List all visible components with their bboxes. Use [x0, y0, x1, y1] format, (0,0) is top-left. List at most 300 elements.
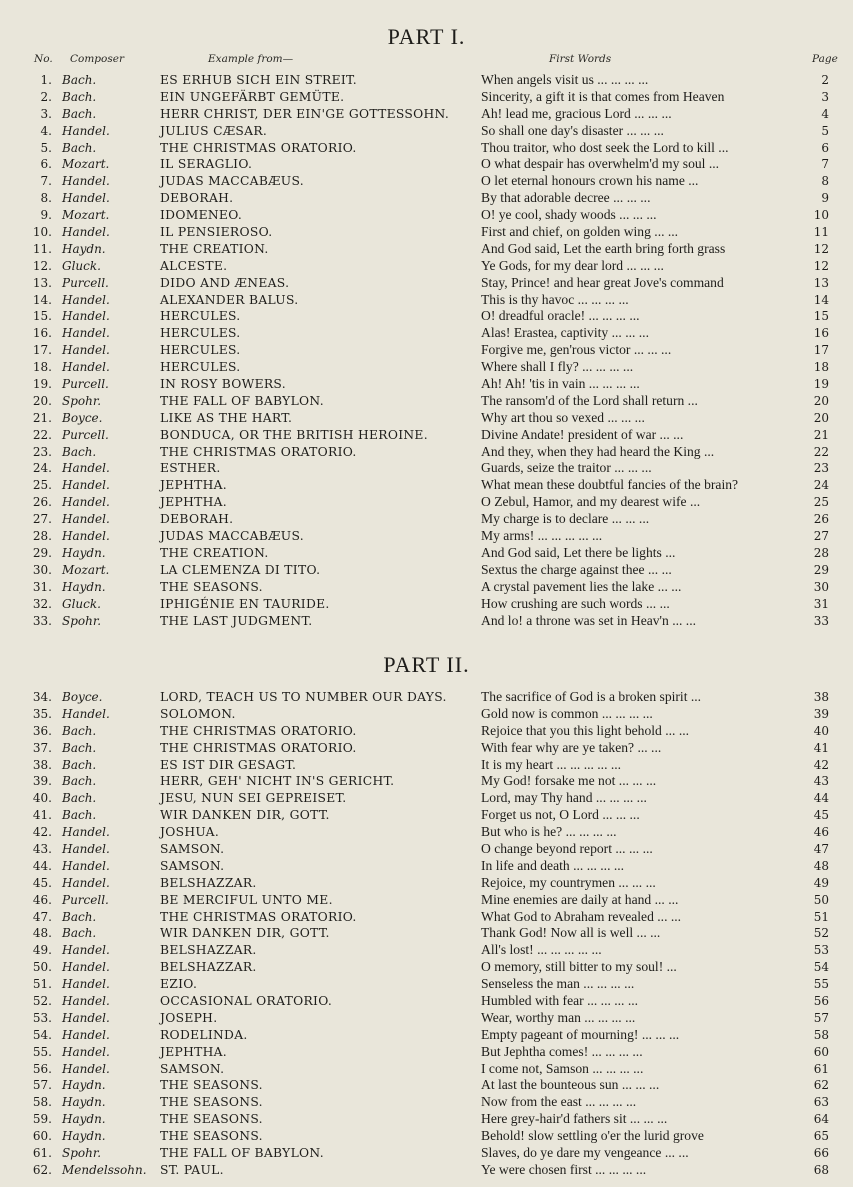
entry-number: 45. — [32, 875, 52, 890]
entry-number: 44. — [32, 858, 52, 873]
entry-composer: Handel. — [62, 875, 110, 890]
entry-number: 24. — [32, 461, 52, 476]
entry-page: 12 — [813, 258, 829, 273]
entry-page: 33 — [813, 613, 829, 628]
entry-page: 42 — [813, 757, 829, 772]
entry-number: 36. — [32, 723, 52, 738]
entry-composer: Mendelssohn. — [62, 1162, 147, 1177]
entry-composer: Handel. — [62, 225, 110, 240]
entry-work: THE CREATION. — [160, 545, 269, 560]
header-first-words: First Words — [549, 53, 612, 65]
entry-first-words: Forgive me, gen'rous victor ... ... ... — [481, 342, 672, 358]
entry-page: 65 — [813, 1129, 829, 1144]
entry-composer: Purcell. — [62, 427, 109, 442]
entry-page: 15 — [813, 309, 829, 324]
entry-page: 40 — [813, 723, 829, 738]
entry-composer: Handel. — [62, 123, 110, 138]
contents-entry — [0, 740, 853, 757]
entry-first-words: Alas! Erastea, captivity ... ... ... — [481, 325, 649, 341]
entry-composer: Purcell. — [62, 892, 109, 907]
part-two-title: PART II. — [383, 652, 470, 677]
entry-first-words: O change beyond report ... ... ... — [481, 841, 653, 857]
entry-number: 58. — [32, 1095, 52, 1110]
entry-work: IL SERAGLIO. — [160, 157, 253, 172]
entry-first-words: But who is he? ... ... ... ... — [481, 824, 617, 840]
entry-composer: Handel. — [62, 1044, 110, 1059]
part-one-list — [0, 72, 853, 629]
entry-page: 20 — [813, 393, 829, 408]
entry-first-words: What God to Abraham revealed ... ... — [481, 908, 682, 924]
entry-work: DEBORAH. — [160, 191, 234, 206]
entry-number: 3. — [40, 106, 52, 121]
entry-first-words: Forget us not, O Lord ... ... ... — [481, 807, 640, 823]
entry-number: 16. — [32, 326, 52, 341]
entry-first-words: Mine enemies are daily at hand ... ... — [481, 891, 679, 907]
entry-work: DIDO AND ÆNEAS. — [160, 275, 290, 290]
entry-work: ALCESTE. — [160, 258, 228, 273]
entry-work: JULIUS CÆSAR. — [160, 123, 268, 138]
entry-first-words: It is my heart ... ... ... ... ... — [481, 756, 622, 772]
entry-composer: Haydn. — [62, 1095, 106, 1110]
entry-first-words: Wear, worthy man ... ... ... ... — [481, 1009, 636, 1025]
entry-composer: Bach. — [62, 723, 97, 738]
entry-page: 23 — [813, 461, 829, 476]
contents-entry — [0, 511, 853, 528]
entry-number: 10. — [32, 225, 52, 240]
contents-entry — [0, 241, 853, 258]
contents-entry — [0, 790, 853, 807]
contents-entry — [0, 106, 853, 123]
entry-page: 50 — [813, 892, 829, 907]
entry-first-words: How crushing are such words ... ... — [481, 595, 670, 611]
entry-composer: Handel. — [62, 1027, 110, 1042]
contents-entry — [0, 1044, 853, 1061]
contents-entry — [0, 72, 853, 89]
entry-first-words: Senseless the man ... ... ... ... — [481, 976, 635, 992]
entry-number: 41. — [32, 808, 52, 823]
entry-first-words: The sacrifice of God is a broken spirit ... — [481, 689, 702, 704]
contents-entry — [0, 376, 853, 393]
entry-number: 53. — [32, 1010, 52, 1025]
entry-page: 30 — [813, 579, 829, 594]
entry-composer: Handel. — [62, 858, 110, 873]
entry-work: IN ROSY BOWERS. — [160, 377, 286, 392]
entry-work: THE SEASONS. — [160, 1129, 263, 1144]
entry-number: 52. — [32, 994, 52, 1009]
entry-first-words: Rejoice that you this light behold ... ... — [481, 722, 690, 738]
entry-first-words: Where shall I fly? ... ... ... ... — [481, 359, 634, 375]
entry-work: JESU, NUN SEI GEPREISET. — [160, 791, 347, 806]
entry-page: 29 — [813, 562, 829, 577]
entry-composer: Spohr. — [62, 613, 102, 628]
entry-number: 42. — [32, 825, 52, 840]
entry-page: 18 — [813, 360, 829, 375]
entry-composer: Handel. — [62, 994, 110, 1009]
entry-number: 60. — [32, 1129, 52, 1144]
entry-composer: Spohr. — [62, 393, 102, 408]
entry-page: 58 — [813, 1027, 829, 1042]
contents-entry — [0, 325, 853, 342]
entry-number: 43. — [32, 842, 52, 857]
contents-entry — [0, 562, 853, 579]
entry-number: 14. — [32, 292, 52, 307]
contents-entry — [0, 596, 853, 613]
contents-entry — [0, 824, 853, 841]
entry-first-words: Slaves, do ye dare my vengeance ... ... — [481, 1145, 689, 1161]
entry-page: 26 — [813, 512, 829, 527]
entry-work: HERCULES. — [160, 326, 241, 341]
entry-page: 57 — [813, 1010, 829, 1025]
entry-page: 52 — [813, 926, 829, 941]
contents-entry — [0, 342, 853, 359]
entry-first-words: First and chief, on golden wing ... ... — [481, 224, 679, 240]
entry-number: 9. — [40, 208, 52, 223]
entry-page: 17 — [813, 343, 829, 358]
entry-first-words: O let eternal honours crown his name ... — [481, 173, 699, 189]
contents-entry — [0, 224, 853, 241]
entry-work: THE SEASONS. — [160, 1112, 263, 1127]
entry-first-words: The ransom'd of the Lord shall return ... — [481, 392, 698, 408]
entry-work: THE CHRISTMAS ORATORIO. — [160, 723, 357, 738]
contents-entry — [0, 1128, 853, 1145]
entry-composer: Handel. — [62, 478, 110, 493]
entry-first-words: Ah! Ah! 'tis in vain ... ... ... ... — [481, 376, 640, 392]
entry-first-words: O what despair has overwhelm'd my soul ... — [481, 156, 720, 172]
entry-work: SAMSON. — [160, 842, 225, 857]
entry-page: 64 — [813, 1112, 829, 1127]
entry-composer: Handel. — [62, 943, 110, 958]
entry-page: 27 — [813, 529, 829, 544]
part-two-list — [0, 689, 853, 1179]
entry-work: LA CLEMENZA DI TITO. — [160, 562, 321, 577]
entry-page: 61 — [813, 1061, 829, 1076]
entry-first-words: Now from the east ... ... ... ... — [481, 1094, 637, 1110]
entry-page: 51 — [813, 909, 829, 924]
entry-number: 13. — [32, 275, 52, 290]
entry-composer: Handel. — [62, 960, 110, 975]
entry-first-words: And God said, Let there be lights ... — [481, 544, 676, 560]
entry-page: 48 — [813, 858, 829, 873]
entry-number: 15. — [32, 309, 52, 324]
entry-number: 55. — [32, 1044, 52, 1059]
entry-number: 40. — [32, 791, 52, 806]
part-one-title: PART I. — [387, 24, 466, 49]
entry-composer: Handel. — [62, 461, 110, 476]
entry-number: 50. — [32, 960, 52, 975]
entry-number: 61. — [32, 1146, 52, 1161]
contents-entry — [0, 976, 853, 993]
entry-first-words: I come not, Samson ... ... ... ... — [481, 1060, 644, 1076]
entry-composer: Mozart. — [62, 157, 110, 172]
contents-entry — [0, 723, 853, 740]
entry-first-words: Thank God! Now all is well ... ... — [481, 925, 661, 941]
entry-number: 12. — [32, 258, 52, 273]
contents-entry — [0, 140, 853, 157]
entry-work: SAMSON. — [160, 858, 225, 873]
contents-entry — [0, 173, 853, 190]
entry-composer: Handel. — [62, 842, 110, 857]
entry-first-words: All's lost! ... ... ... ... ... — [481, 942, 602, 958]
entry-number: 62. — [32, 1162, 52, 1177]
contents-entry — [0, 875, 853, 892]
contents-entry — [0, 993, 853, 1010]
entry-page: 22 — [813, 444, 829, 459]
entry-composer: Handel. — [62, 191, 110, 206]
entry-number: 33. — [32, 613, 52, 628]
contents-entry — [0, 410, 853, 427]
entry-composer: Bach. — [62, 909, 97, 924]
contents-entry — [0, 89, 853, 106]
contents-entry — [0, 190, 853, 207]
entry-first-words: O! ye cool, shady woods ... ... ... — [481, 207, 657, 223]
entry-page: 6 — [821, 140, 829, 155]
entry-work: IPHIGÉNIE EN TAURIDE. — [160, 596, 330, 611]
entry-number: 57. — [32, 1078, 52, 1093]
entry-composer: Bach. — [62, 757, 97, 772]
entry-work: EZIO. — [160, 977, 198, 992]
contents-entry — [0, 925, 853, 942]
entry-page: 12 — [813, 241, 829, 256]
entry-first-words: Stay, Prince! and hear great Jove's command — [481, 274, 724, 290]
entry-number: 19. — [32, 377, 52, 392]
contents-entry — [0, 477, 853, 494]
entry-composer: Bach. — [62, 140, 97, 155]
entry-number: 22. — [32, 427, 52, 442]
contents-entry — [0, 892, 853, 909]
entry-number: 56. — [32, 1061, 52, 1076]
entry-number: 54. — [32, 1027, 52, 1042]
entry-composer: Bach. — [62, 89, 97, 104]
entry-work: THE CHRISTMAS ORATORIO. — [160, 140, 357, 155]
entry-number: 35. — [32, 706, 52, 721]
entry-number: 26. — [32, 495, 52, 510]
entry-composer: Bach. — [62, 808, 97, 823]
entry-first-words: O Zebul, Hamor, and my dearest wife ... — [481, 494, 701, 510]
entry-work: JUDAS MACCABÆUS. — [160, 174, 304, 189]
entry-composer: Bach. — [62, 444, 97, 459]
entry-page: 63 — [813, 1095, 829, 1110]
contents-entry — [0, 1061, 853, 1078]
contents-entry — [0, 292, 853, 309]
entry-number: 8. — [40, 191, 52, 206]
entry-number: 47. — [32, 909, 52, 924]
entry-work: OCCASIONAL ORATORIO. — [160, 994, 333, 1009]
contents-entry — [0, 275, 853, 292]
entry-composer: Handel. — [62, 1010, 110, 1025]
entry-composer: Bach. — [62, 791, 97, 806]
entry-number: 21. — [32, 410, 52, 425]
entry-page: 25 — [813, 495, 829, 510]
entry-composer: Boyce. — [62, 690, 103, 704]
entry-page: 4 — [821, 106, 829, 121]
entry-page: 47 — [813, 842, 829, 857]
contents-entry — [0, 579, 853, 596]
entry-work: SAMSON. — [160, 1061, 225, 1076]
contents-entry — [0, 689, 853, 706]
contents-entry — [0, 1145, 853, 1162]
entry-work: ALEXANDER BALUS. — [160, 292, 299, 307]
entry-number: 27. — [32, 512, 52, 527]
entry-number: 51. — [32, 977, 52, 992]
entry-page: 45 — [813, 808, 829, 823]
entry-first-words: Humbled with fear ... ... ... ... — [481, 993, 639, 1009]
entry-page: 13 — [813, 275, 829, 290]
contents-entry — [0, 528, 853, 545]
entry-work: JUDAS MACCABÆUS. — [160, 529, 304, 544]
entry-number: 37. — [32, 740, 52, 755]
entry-number: 32. — [32, 596, 52, 611]
entry-number: 29. — [32, 545, 52, 560]
header-example: Example from— — [208, 53, 294, 65]
entry-first-words: Ye Gods, for my dear lord ... ... ... — [481, 257, 664, 273]
entry-work: WIR DANKEN DIR, GOTT. — [160, 808, 330, 823]
entry-number: 59. — [32, 1112, 52, 1127]
entry-first-words: Ah! lead me, gracious Lord ... ... ... — [481, 105, 672, 121]
entry-first-words: With fear why are ye taken? ... ... — [481, 739, 662, 755]
contents-entry — [0, 1077, 853, 1094]
contents-entry — [0, 959, 853, 976]
entry-composer: Handel. — [62, 1061, 110, 1076]
contents-entry — [0, 258, 853, 275]
entry-first-words: Here grey-hair'd fathers sit ... ... ... — [481, 1111, 668, 1127]
entry-page: 21 — [813, 427, 829, 442]
entry-composer: Bach. — [62, 740, 97, 755]
entry-work: HERCULES. — [160, 309, 241, 324]
entry-composer: Handel. — [62, 495, 110, 510]
entry-page: 46 — [813, 825, 829, 840]
contents-entry — [0, 545, 853, 562]
entry-work: THE SEASONS. — [160, 579, 263, 594]
entry-page: 39 — [813, 706, 829, 721]
entry-page: 43 — [813, 774, 829, 789]
entry-composer: Gluck. — [62, 258, 101, 273]
contents-entry — [0, 156, 853, 173]
entry-page: 5 — [821, 123, 829, 138]
entry-composer: Spohr. — [62, 1146, 102, 1161]
entry-first-words: Thou traitor, who dost seek the Lord to kill ... — [481, 139, 729, 155]
entry-composer: Handel. — [62, 174, 110, 189]
entry-number: 48. — [32, 926, 52, 941]
contents-entry — [0, 1094, 853, 1111]
entry-page: 3 — [821, 89, 829, 104]
entry-number: 7. — [40, 174, 52, 189]
entry-composer: Purcell. — [62, 377, 109, 392]
entry-work: JOSEPH. — [160, 1010, 218, 1025]
contents-entry — [0, 942, 853, 959]
entry-number: 34. — [32, 690, 52, 704]
contents-entry — [0, 427, 853, 444]
contents-entry — [0, 909, 853, 926]
entry-composer: Handel. — [62, 292, 110, 307]
entry-work: LIKE AS THE HART. — [160, 410, 293, 425]
entry-first-words: Sincerity, a gift it is that comes from Heaven — [481, 88, 725, 104]
entry-first-words: By that adorable decree ... ... ... — [481, 190, 651, 206]
contents-entry — [0, 494, 853, 511]
entry-work: SOLOMON. — [160, 706, 236, 721]
entry-work: IDOMENEO. — [160, 208, 243, 223]
entry-work: BELSHAZZAR. — [160, 960, 257, 975]
entry-work: ES ERHUB SICH EIN STREIT. — [160, 73, 357, 87]
entry-work: THE CHRISTMAS ORATORIO. — [160, 740, 357, 755]
entry-number: 6. — [40, 157, 52, 172]
entry-composer: Handel. — [62, 360, 110, 375]
contents-entry — [0, 613, 853, 630]
entry-number: 30. — [32, 562, 52, 577]
contents-entry — [0, 807, 853, 824]
entry-first-words: Behold! slow settling o'er the lurid grove — [481, 1128, 704, 1144]
entry-first-words: This is thy havoc ... ... ... ... — [481, 291, 629, 307]
entry-number: 38. — [32, 757, 52, 772]
entry-first-words: My arms! ... ... ... ... ... — [481, 528, 603, 544]
entry-page: 41 — [813, 740, 829, 755]
entry-number: 4. — [40, 123, 52, 138]
entry-composer: Handel. — [62, 309, 110, 324]
entry-page: 54 — [813, 960, 829, 975]
entry-composer: Bach. — [62, 106, 97, 121]
entry-composer: Handel. — [62, 529, 110, 544]
entry-page: 2 — [821, 73, 829, 87]
entry-number: 17. — [32, 343, 52, 358]
entry-work: THE FALL OF BABYLON. — [160, 1146, 324, 1161]
entry-composer: Haydn. — [62, 241, 106, 256]
entry-first-words: But Jephtha comes! ... ... ... ... — [481, 1043, 643, 1059]
entry-composer: Purcell. — [62, 275, 109, 290]
entry-work: HERCULES. — [160, 360, 241, 375]
entry-page: 49 — [813, 875, 829, 890]
contents-entry — [0, 460, 853, 477]
contents-entry — [0, 841, 853, 858]
entry-composer: Boyce. — [62, 410, 103, 425]
entry-number: 1. — [40, 73, 52, 87]
entry-composer: Handel. — [62, 326, 110, 341]
contents-entry — [0, 359, 853, 376]
header-composer: Composer — [70, 53, 124, 65]
entry-work: ESTHER. — [160, 461, 221, 476]
entry-first-words: Rejoice, my countrymen ... ... ... — [481, 874, 656, 890]
entry-first-words: Gold now is common ... ... ... ... — [481, 705, 653, 721]
entry-page: 38 — [813, 690, 829, 704]
entry-page: 14 — [813, 292, 829, 307]
contents-entry — [0, 1111, 853, 1128]
contents-entry — [0, 773, 853, 790]
entry-work: BELSHAZZAR. — [160, 943, 257, 958]
contents-entry — [0, 1010, 853, 1027]
entry-work: WIR DANKEN DIR, GOTT. — [160, 926, 330, 941]
entry-number: 25. — [32, 478, 52, 493]
entry-page: 7 — [821, 157, 829, 172]
entry-first-words: And lo! a throne was set in Heav'n ... ... — [481, 612, 696, 628]
entry-first-words: A crystal pavement lies the lake ... ... — [481, 578, 682, 594]
entry-page: 66 — [813, 1146, 829, 1161]
entry-page: 68 — [813, 1162, 829, 1177]
entry-page: 44 — [813, 791, 829, 806]
contents-entry — [0, 207, 853, 224]
entry-number: 46. — [32, 892, 52, 907]
entry-composer: Haydn. — [62, 1078, 106, 1093]
entry-composer: Bach. — [62, 774, 97, 789]
entry-first-words: O! dreadful oracle! ... ... ... ... — [481, 308, 640, 324]
entry-page: 56 — [813, 994, 829, 1009]
entry-work: JOSHUA. — [160, 825, 220, 840]
entry-number: 23. — [32, 444, 52, 459]
entry-composer: Handel. — [62, 512, 110, 527]
entry-number: 5. — [40, 140, 52, 155]
entry-work: ES IST DIR GESAGT. — [160, 757, 297, 772]
entry-first-words: Ye were chosen first ... ... ... ... — [481, 1161, 647, 1177]
entry-composer: Mozart. — [62, 562, 110, 577]
entry-number: 11. — [32, 241, 52, 256]
entry-work: JEPHTHA. — [160, 1044, 228, 1059]
